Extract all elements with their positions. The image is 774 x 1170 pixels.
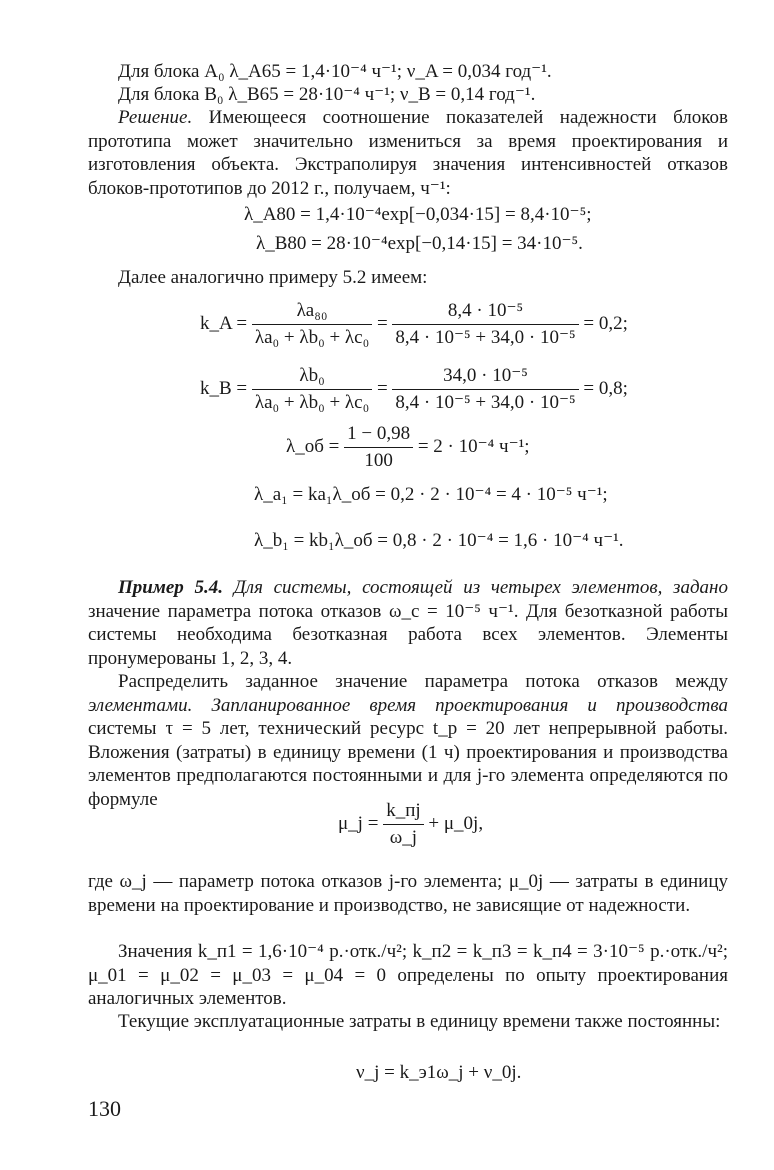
ka-fraction-symbolic: [252, 300, 372, 349]
equation-lambda-b80: λ_B80 = 28·10⁻⁴exp[−0,14·15] = 34·10⁻⁵.: [256, 233, 583, 254]
equation-mu: [338, 800, 483, 849]
distribute-paragraph: [88, 670, 728, 811]
lob-numerator: 1 − 0,98: [344, 423, 413, 448]
ka-numeric-numerator: 8,4 · 10⁻⁵: [392, 300, 578, 325]
solution-text: Имеющееся соотношение показателей надежности блоков прототипа может значительно измениться за время проектирования и изготовления объекта. Экстраполируя значения интенсивностей отказов блоков-прототипов до 2012 г., получаем, ч⁻¹:: [88, 107, 728, 199]
equation-nu: ν_j = k_э1ω_j + ν_0j.: [356, 1062, 522, 1083]
kb-numerator: λb₀: [252, 365, 372, 390]
kb-result: = 0,8;: [583, 377, 628, 399]
kb-numeric-denominator: 8,4 · 10⁻⁵ + 34,0 · 10⁻⁵: [395, 392, 576, 413]
kb-numeric-numerator: 34,0 · 10⁻⁵: [392, 365, 578, 390]
ka-denominator: λa₀ + λb₀ + λc₀: [254, 327, 370, 348]
equation-lambda-a80: λ_A80 = 1,4·10⁻⁴exp[−0,034·15] = 8,4·10⁻⁵;: [244, 204, 592, 225]
ka-result: = 0,2;: [583, 312, 628, 334]
solution-label: Решение.: [118, 107, 193, 128]
example-paragraph: [88, 576, 728, 670]
lob-lhs: λ_об =: [286, 435, 340, 457]
distribute-text-1: Распределить заданное значение параметра потока отказов между: [118, 671, 728, 692]
distribute-text-2: системы τ = 5 лет, технический ресурс t_р = 20 лет непрерывной работы. Вложения (затраты) в единицу времени (1 ч) проектирования и производства элементов предполагаются постоянными и для j-го элемента определяются по формуле: [88, 718, 728, 810]
equation-kb: k_B = $\frac{\text{λb₀}}{\text{λa₀ + λb₀ + λc₀}}$ = $\frac{\text{34,0 · 10⁻⁵}}{\text{8,4 · 10⁻⁵ + 34,0 · 10⁻⁵}}$ = 0,8;: [200, 365, 628, 413]
equation-lambda-b1: λ_b₁ = kb₁λ_об = 0,8 · 2 · 10⁻⁴ = 1,6 · 10⁻⁴ ч⁻¹.: [254, 530, 624, 551]
equation-ka: k_A = $\frac{\text{λa₈₀}}{\text{λa₀ + λb₀ + λc₀}}$ = $\frac{\text{8,4 · 10⁻⁵}}{\text{8,4 · 10⁻⁵ + 34,0 · 10⁻⁵}}$ = 0,2;: [200, 300, 628, 348]
where-paragraph: где ω_j — параметр потока отказов j-го элемента; μ_0j — затраты в единицу времени на проектирование и производство, не зависящие от надежности.: [88, 871, 728, 916]
distribute-italic: элементами. Запланированное время проектирования и производства: [88, 694, 728, 716]
mu-fraction: [383, 800, 423, 849]
kb-lhs: k_B =: [200, 377, 248, 399]
mu-lhs: μ_j =: [338, 812, 379, 834]
further-text: Далее аналогично примеру 5.2 имеем:: [118, 267, 428, 288]
kb-fraction-symbolic: [252, 365, 372, 414]
equation-lambda-a1: λ_a₁ = ka₁λ_об = 0,2 · 2 · 10⁻⁴ = 4 · 10⁻⁵ ч⁻¹;: [254, 484, 608, 505]
ka-fraction-numeric: [392, 300, 578, 349]
ka-lhs: k_A =: [200, 312, 248, 334]
mu-rhs: + μ_0j,: [428, 812, 484, 834]
block-b-line: Для блока B₀ λ_B65 = 28·10⁻⁴ ч⁻¹; ν_B = 0,14 год⁻¹.: [118, 84, 536, 105]
current-costs-paragraph: Текущие эксплуатационные затраты в единицу времени также постоянны:: [118, 1011, 721, 1032]
kb-fraction-numeric: [392, 365, 578, 414]
block-a-line: Для блока A₀ λ_A65 = 1,4·10⁻⁴ ч⁻¹; ν_A = 0,034 год⁻¹.: [118, 61, 552, 82]
mu-denominator: ω_j: [389, 827, 418, 848]
lob-fraction: [344, 423, 413, 472]
example-text: значение параметра потока отказов ω_c = 10⁻⁵ ч⁻¹. Для безотказной работы системы необходима безотказная работа всех элементов. Элементы пронумерованы 1, 2, 3, 4.: [88, 600, 728, 669]
ka-numerator: λa₈₀: [252, 300, 372, 325]
lob-denominator: 100: [364, 450, 393, 471]
values-paragraph: Значения k_п1 = 1,6·10⁻⁴ р.·отк./ч²; k_п2 = k_п3 = k_п4 = 3·10⁻⁵ р.·отк./ч²; μ_01 = μ_02 = μ_03 = μ_04 = 0 определены по опыту проектирования аналогичных элементов.: [88, 941, 728, 1009]
page-number: 130: [88, 1096, 121, 1121]
example-italic-text: Для системы, состоящей из четырех элементов, задано: [223, 577, 728, 598]
equation-lambda-ob: [286, 423, 530, 472]
kb-denominator: λa₀ + λb₀ + λc₀: [254, 392, 370, 413]
example-label: Пример 5.4.: [118, 577, 223, 598]
solution-paragraph: [88, 106, 728, 200]
lob-result: = 2 · 10⁻⁴ ч⁻¹;: [417, 435, 530, 457]
ka-numeric-denominator: 8,4 · 10⁻⁵ + 34,0 · 10⁻⁵: [395, 327, 576, 348]
mu-numerator: k_пj: [383, 800, 423, 825]
